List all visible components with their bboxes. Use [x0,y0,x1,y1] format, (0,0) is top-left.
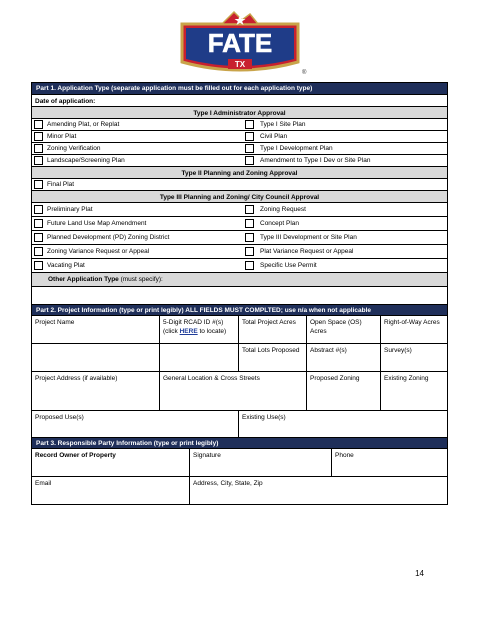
option-zoning-variance: Zoning Variance Request or Appeal [47,248,150,255]
part1-header: Part 1. Application Type (separate application must be filled out for each application type) [32,83,447,94]
other-application-type-label[interactable] [48,273,163,287]
checkbox-concept-plan[interactable] [245,219,254,228]
checkbox-specific-use-permit[interactable] [245,261,254,270]
logo-state: TX [234,60,246,69]
project-info-row-3 [32,371,447,410]
total-lots-field[interactable]: Total Lots Proposed [238,344,306,371]
option-future-land-use: Future Land Use Map Amendment [47,220,147,227]
proposed-zoning-field[interactable]: Proposed Zoning [306,372,380,410]
type3-row [32,258,447,272]
option-final-plat: Final Plat [47,181,75,188]
project-name-continued[interactable] [32,344,159,371]
option-zoning-verification: Zoning Verification [47,145,101,152]
record-owner-field[interactable]: Record Owner of Property [35,452,116,459]
project-name-field[interactable]: Project Name [35,319,75,326]
checkbox-plat-variance[interactable] [245,247,254,256]
rcad-label: 5-Digit RCAD ID #(s) [163,319,224,326]
option-minor-plat: Minor Plat [47,133,77,140]
phone-field[interactable]: Phone [331,449,447,476]
type1-row [32,154,447,166]
type1-row [32,130,447,142]
project-info-row-4 [32,410,447,437]
option-amendment-type1: Amendment to Type I Dev or Site Plan [260,157,371,164]
type2-row [32,178,447,190]
checkbox-zoning-verification[interactable] [34,144,43,153]
option-type3-development: Type III Development or Site Plan [260,234,357,241]
proposed-uses-field[interactable]: Proposed Use(s) [35,414,84,421]
checkbox-amendment-type1[interactable] [245,156,254,165]
option-amending-plat: Amending Plat, or Replat [47,121,120,128]
page-number: 14 [415,569,424,578]
type3-row [32,202,447,216]
type3-heading: Type III Planning and Zoning/ City Council Approval [159,194,320,201]
checkbox-landscape-plan[interactable] [34,156,43,165]
project-address-field[interactable]: Project Address (if available) [35,375,118,382]
type3-row [32,244,447,258]
rcad-locate-text: to locate) [197,328,227,335]
existing-zoning-field[interactable]: Existing Zoning [380,372,447,410]
option-preliminary-plat: Preliminary Plat [47,206,93,213]
option-type1-development-plan: Type I Development Plan [260,145,333,152]
type2-heading-row [32,166,447,178]
type2-heading: Type II Planning and Zoning Approval [181,170,298,177]
option-type1-site-plan: Type I Site Plan [260,121,306,128]
option-civil-plan: Civil Plan [260,133,288,140]
general-location-field[interactable]: General Location & Cross Streets [159,372,306,410]
responsible-party-row-1 [32,448,447,476]
rcad-click-text: (click [163,328,180,335]
option-landscape-plan: Landscape/Screening Plan [47,157,125,164]
checkbox-pd-zoning[interactable] [34,233,43,242]
option-vacating-plat: Vacating Plat [47,262,85,269]
type3-row [32,216,447,230]
right-of-way-acres-field[interactable]: Right-of-Way Acres [380,316,447,343]
other-label-suffix: (must specify): [118,276,163,283]
type1-options [32,118,447,166]
project-info-row-2 [32,343,447,371]
open-space-acres-field[interactable]: Open Space (OS) Acres [306,316,380,343]
checkbox-amending-plat[interactable] [34,120,43,129]
responsible-party-row-2 [32,476,447,504]
project-info-row-1 [32,315,447,343]
logo-wordmark: FATE [207,28,273,58]
registered-mark: ® [302,70,307,76]
checkbox-future-land-use[interactable] [34,219,43,228]
existing-uses-field[interactable]: Existing Use(s) [238,411,447,437]
option-concept-plan: Concept Plan [260,220,300,227]
signature-field[interactable]: Signature [189,449,331,476]
checkbox-type1-site-plan[interactable] [245,120,254,129]
other-type-blank-row[interactable] [32,286,447,304]
other-type-row [32,272,447,286]
checkbox-zoning-variance[interactable] [34,247,43,256]
checkbox-zoning-request[interactable] [245,205,254,214]
checkbox-type3-development[interactable] [245,233,254,242]
address-field[interactable]: Address, City, State, Zip [189,477,447,504]
type1-heading-row [32,106,447,118]
type1-heading: Type I Administrator Approval [193,110,286,117]
total-project-acres-field[interactable]: Total Project Acres [238,316,306,343]
fate-tx-logo [172,10,308,76]
date-row [32,94,447,106]
other-label-bold: Other Application Type [48,276,119,283]
type3-heading-row [32,190,447,202]
checkbox-vacating-plat[interactable] [34,261,43,270]
survey-field[interactable]: Survey(s) [380,344,447,371]
email-field[interactable]: Email [35,480,52,487]
date-of-application-label[interactable]: Date of application: [35,98,96,105]
option-specific-use-permit: Specific Use Permit [260,262,317,269]
checkbox-type1-development-plan[interactable] [245,144,254,153]
checkbox-final-plat[interactable] [34,180,43,189]
part3-header: Part 3. Responsible Party Information (type or print legibly) [32,437,447,448]
type3-row [32,230,447,244]
option-pd-zoning: Planned Development (PD) Zoning District [47,234,170,241]
type1-row [32,118,447,130]
type1-row [32,142,447,154]
option-plat-variance: Plat Variance Request or Appeal [260,248,354,255]
part2-header: Part 2. Project Information (type or print legibly) ALL FIELDS MUST COMPLTED; use n/a when not applicable [32,304,447,315]
checkbox-minor-plat[interactable] [34,132,43,141]
application-form [31,82,448,505]
rcad-here-link[interactable]: HERE [179,328,198,335]
option-zoning-request: Zoning Request [260,206,306,213]
checkbox-civil-plan[interactable] [245,132,254,141]
abstract-field[interactable]: Abstract #(s) [306,344,380,371]
checkbox-preliminary-plat[interactable] [34,205,43,214]
